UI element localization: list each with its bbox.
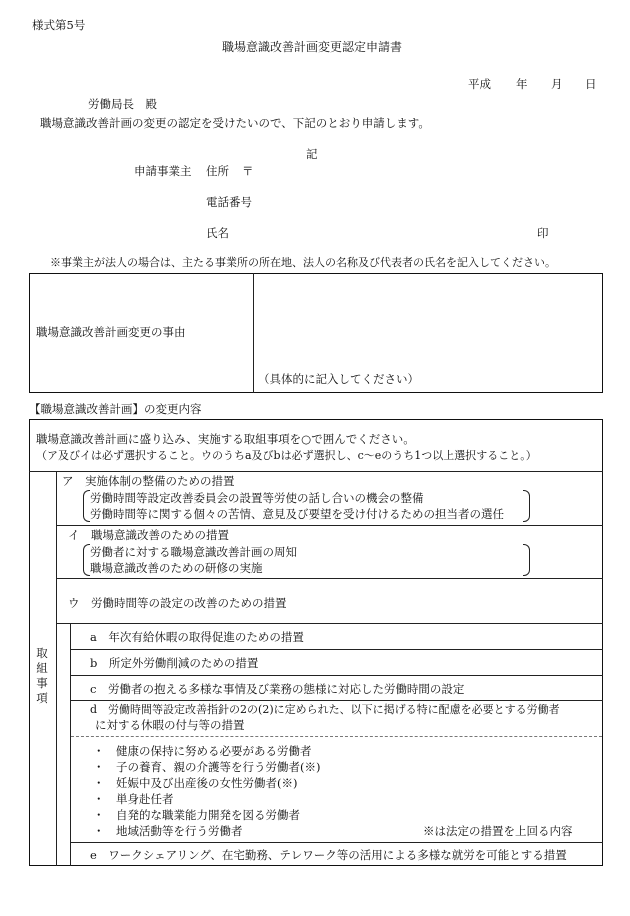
divider-ub-uc	[70, 675, 603, 676]
item-i-title: イ 職場意識改善のための措置	[68, 528, 229, 542]
ud-dashed-divider	[71, 736, 602, 737]
bullet-item: ・ 単身赴任者	[93, 792, 174, 806]
reason-label: 職場意識改善計画変更の事由	[36, 325, 186, 339]
divider-a-i	[56, 525, 603, 526]
instruction-line-1: 職場意識改善計画に盛り込み、実施する取組事項を○で囲んでください。	[36, 432, 415, 446]
divider-i-u	[56, 578, 603, 579]
item-ud-line-1: d 労働時間等設定改善指針の2の(2)に定められた、以下に掲げる特に配慮を必要とする労働者	[90, 703, 560, 716]
plan-section-title: 【職場意識改善計画】の変更内容	[29, 402, 202, 416]
date-month: 月	[551, 77, 563, 91]
item-i-brace-left	[83, 544, 90, 576]
date-day: 日	[585, 77, 597, 91]
seal-mark: 印	[537, 226, 549, 240]
instruction-divider	[29, 471, 603, 472]
item-i-option-2: 職場意識改善のための研修の実施	[90, 561, 263, 575]
applicant-label: 申請事業主	[134, 164, 192, 178]
postal-mark: 〒	[242, 164, 254, 178]
divider-ua-ub	[70, 649, 603, 650]
bullet-item: ・ 健康の保持に努める必要がある労働者	[93, 744, 312, 758]
item-ue: e ワークシェアリング、在宅勤務、テレワーク等の活用による多様な就労を可能とする措置	[90, 848, 567, 862]
reason-hint: （具体的に記入してください）	[258, 372, 419, 386]
divider-u-sub	[56, 623, 603, 624]
divider-uc-ud	[70, 700, 603, 701]
item-a-brace-left	[83, 490, 90, 522]
date-year: 年	[516, 77, 528, 91]
item-i-brace-right	[523, 544, 530, 576]
bullet-item: ・ 妊娠中及び出産後の女性労働者(※)	[93, 776, 298, 790]
item-a-option-2: 労働時間等に関する個々の苦情、意見及び要望を受け付けるための担当者の選任	[90, 507, 504, 521]
corporation-note: ※事業主が法人の場合は、主たる事業所の所在地、法人の名称及び代表者の氏名を記入してください。	[50, 256, 556, 269]
phone-label: 電話番号	[206, 195, 252, 209]
reason-divider	[253, 273, 254, 393]
item-ua: a 年次有給休暇の取得促進のための措置	[90, 630, 304, 644]
bullet-item: ・ 自発的な職業能力開発を図る労働者	[93, 808, 300, 822]
bullet-note: ※は法定の措置を上回る内容	[423, 824, 573, 838]
side-column-divider	[56, 471, 57, 866]
item-uc: c 労働者の抱える多様な事情及び業務の態様に対応した労働時間の設定	[90, 682, 465, 696]
item-a-brace-right	[523, 490, 530, 522]
bullet-item: ・ 地域活動等を行う労働者	[93, 824, 243, 838]
address-label: 住所	[206, 164, 229, 178]
item-a-option-1: 労働時間等設定改善委員会の設置等労使の話し合いの機会の整備	[90, 491, 424, 505]
name-label: 氏名	[206, 226, 229, 240]
form-number: 様式第5号	[32, 18, 86, 32]
intro-text: 職場意識改善計画の変更の認定を受けたいので、下記のとおり申請します。	[40, 116, 430, 130]
page-title: 職場意識改善計画変更認定申請書	[222, 40, 403, 54]
item-i-option-1: 労働者に対する職場意識改善計画の周知	[90, 545, 297, 559]
ki-heading: 記	[306, 147, 318, 161]
date-era: 平成	[468, 77, 491, 91]
side-label: 取 組 事 項	[36, 646, 48, 705]
instruction-line-2: （ア及びイは必ず選択すること。ウのうちa及びbは必ず選択し、c～eのうち1つ以上選択すること。）	[36, 449, 537, 462]
addressee: 労働局長 殿	[88, 97, 157, 111]
item-u-title: ウ 労働時間等の設定の改善のための措置	[68, 596, 287, 610]
sub-column-divider	[70, 623, 71, 866]
bullet-item: ・ 子の養育、親の介護等を行う労働者(※)	[93, 760, 321, 774]
item-ub: b 所定外労働削減のための措置	[90, 656, 259, 670]
item-ud-line-2: に対する休暇の付与等の措置	[95, 718, 245, 732]
item-a-title: ア 実施体制の整備のための措置	[62, 474, 235, 488]
divider-ud-ue	[70, 842, 603, 843]
